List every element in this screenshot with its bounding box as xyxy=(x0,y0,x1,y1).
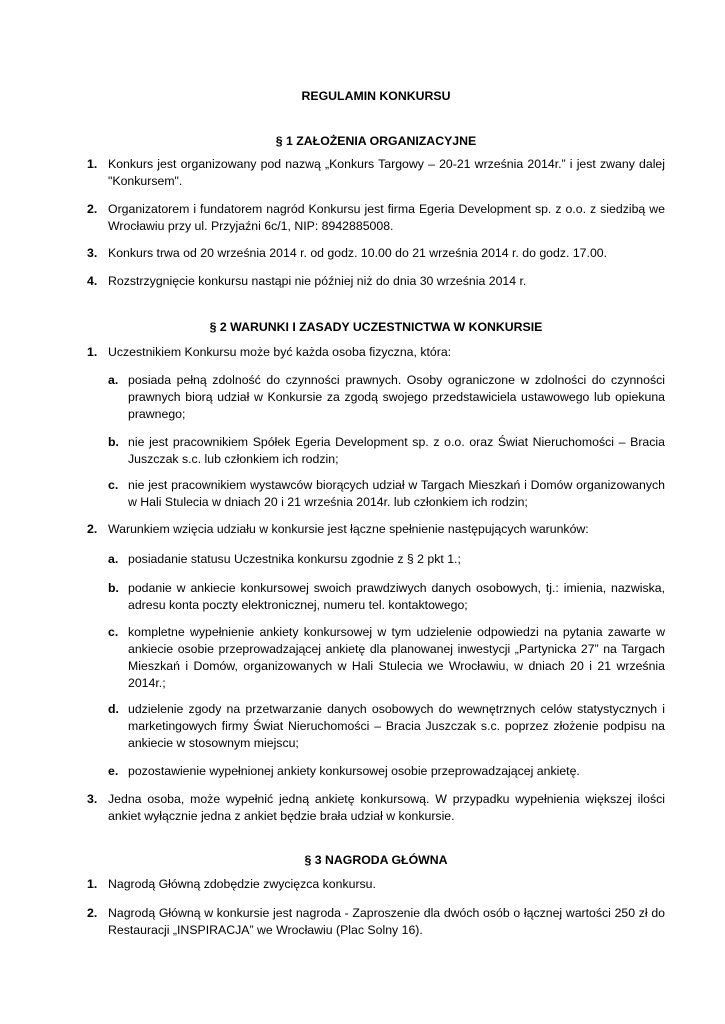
section-3-heading: § 3 NAGRODA GŁÓWNA xyxy=(304,853,448,867)
s2-p1-c-text: nie jest pracownikiem wystawców biorących udział w Targach Mieszkań i Domów organizowanych w Hali Stulecia w dniach 20 i 21 września 2014r. lub członkiem ich rodzin; xyxy=(128,478,665,509)
s2-p1-a-label: a. xyxy=(108,373,119,387)
s1-item-3-text: Konkurs trwa od 20 września 2014 r. od godz. 10.00 do 21 września 2014 r. do godz. 17.00. xyxy=(108,246,608,260)
s2-point-3-number: 3. xyxy=(87,792,98,806)
s2-p2-a-text: posiadanie statusu Uczestnika konkursu zgodnie z § 2 pkt 1.; xyxy=(128,552,461,566)
s3-item-2-number: 2. xyxy=(87,906,98,920)
s2-p2-a-label: a. xyxy=(108,552,119,566)
document-title: REGULAMIN KONKURSU xyxy=(301,89,451,103)
s2-p2-d-label: d. xyxy=(108,702,119,716)
s2-p1-b-label: b. xyxy=(108,435,119,449)
s2-p2-e-label: e. xyxy=(108,764,119,778)
s1-item-3-number: 3. xyxy=(87,246,98,260)
s1-item-1-text: Konkurs jest organizowany pod nazwą „Konkurs Targowy – 20-21 września 2014r.” i jest zwany dalej "Konkursem". xyxy=(108,157,665,188)
s2-p2-c-text: kompletne wypełnienie ankiety konkursowej w tym udzielenie odpowiedzi na pytania zawarte w ankiecie osobie przeprowadzającej ankietę dla planowanej inwestycji „Partynicka 27” na Targach Mieszkań i Domów, organizowanych w Hali Stulecia we Wrocławiu, w dniach 20 i 21 września 2014r.; xyxy=(128,625,665,690)
s1-item-2-number: 2. xyxy=(87,202,98,216)
s2-p2-b-text: podanie w ankiecie konkursowej swoich prawdziwych danych osobowych, tj.: imienia, nazwiska, adresu konta poczty elektronicznej, numeru tel. kontaktowego; xyxy=(128,581,665,612)
s2-p1-b-text: nie jest pracownikiem Spółek Egeria Development sp. z o.o. oraz Świat Nieruchomości – Bracia Juszczak s.c. lub członkiem ich rodzin; xyxy=(128,435,665,466)
s2-p1-c-label: c. xyxy=(108,478,119,492)
section-2-heading: § 2 WARUNKI I ZASADY UCZESTNICTWA W KONKURSIE xyxy=(209,320,543,334)
s2-point-1-number: 1. xyxy=(87,345,98,359)
s2-point-1-text: Uczestnikiem Konkursu może być każda osoba fizyczna, która: xyxy=(108,345,452,359)
s2-p2-d-text: udzielenie zgody na przetwarzanie danych osobowych do wewnętrznych celów statystycznych i marketingowych firmy Świat Nieruchomości – Bracia Juszczak s.c. poprzez złożenie podpisu na ankiecie w stosownym miejscu; xyxy=(128,702,665,750)
s1-item-2-text: Organizatorem i fundatorem nagród Konkursu jest firma Egeria Development sp. z o.o. z siedzibą we Wrocławiu przy ul. Przyjaźni 6c/1, NIP: 8942885008. xyxy=(108,202,665,233)
s1-item-1-number: 1. xyxy=(87,157,98,171)
s1-item-4-text: Rozstrzygnięcie konkursu nastąpi nie później niż do dnia 30 września 2014 r. xyxy=(108,274,527,288)
s2-p2-e-text: pozostawienie wypełnionej ankiety konkursowej osobie przeprowadzającej ankietę. xyxy=(128,764,580,778)
s2-point-2-text: Warunkiem wzięcia udziału w konkursie jest łączne spełnienie następujących warunków: xyxy=(108,522,589,536)
s2-p1-a-text: posiada pełną zdolność do czynności prawnych. Osoby ograniczone w zdolności do czynności prawnych biorą udział w Konkursie za zgodą swojego przedstawiciela ustawowego lub opiekuna prawnego; xyxy=(128,373,665,421)
s3-item-2-text: Nagrodą Główną w konkursie jest nagroda - Zaproszenie dla dwóch osób o łącznej wartości 250 zł do Restauracji „INSPIRACJA” we Wrocławiu (Plac Solny 16). xyxy=(108,906,665,937)
s3-item-1-number: 1. xyxy=(87,877,98,891)
s3-item-1-text: Nagrodą Główną zdobędzie zwycięzca konkursu. xyxy=(108,877,376,891)
section-1-heading: § 1 ZAŁOŻENIA ORGANIZACYJNE xyxy=(275,134,477,148)
s2-point-2-number: 2. xyxy=(87,522,98,536)
s2-point-3-text: Jedna osoba, może wypełnić jedną ankietę konkursową. W przypadku wypełnienia większej ilości ankiet wyłącznie jedna z ankiet będzie brała udział w konkursie. xyxy=(108,792,665,823)
s1-item-4-number: 4. xyxy=(87,274,98,288)
s2-p2-b-label: b. xyxy=(108,581,119,595)
s2-p2-c-label: c. xyxy=(108,625,119,639)
